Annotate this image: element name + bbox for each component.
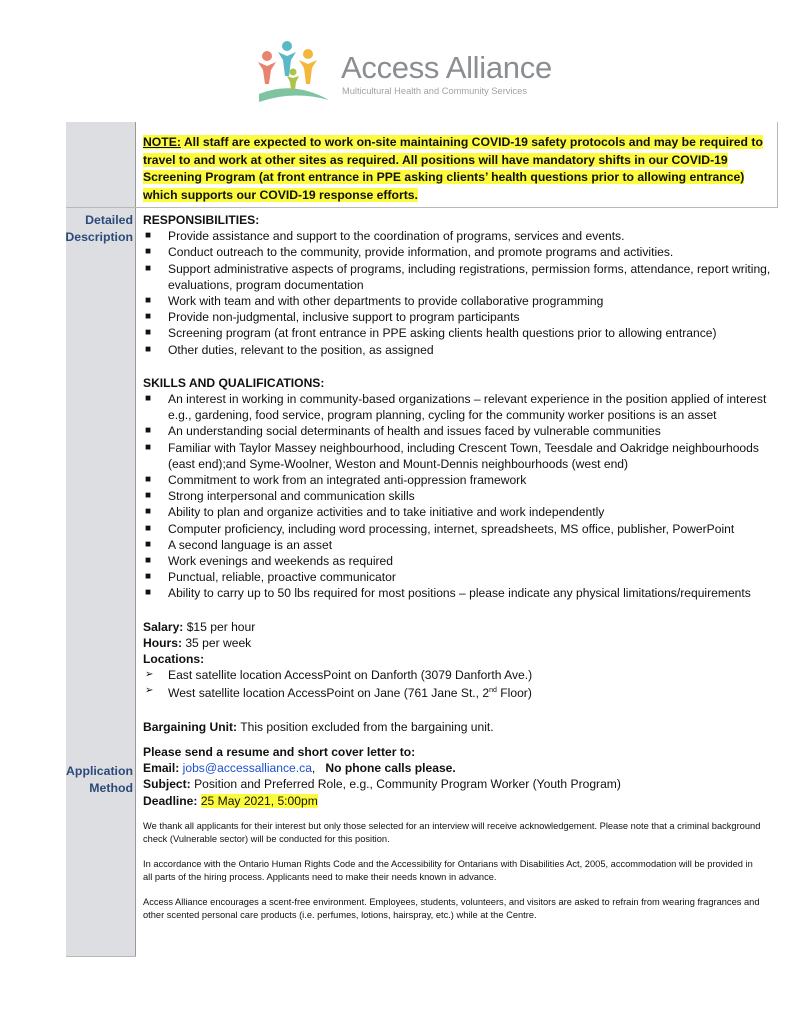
note-text: All staff are expected to work on-site maintaining COVID-19 safety protocols and may be required to travel to and work at other sites as required. All positions will have mandatory shifts in our COVID-19 Screening Program (at front entrance in PPE asking clients’ health questions prior to allowing entrance) which supports our COVID-19 response efforts. <box>143 135 763 202</box>
list-item: ■ Provide non-judgmental, inclusive support to program participants <box>145 310 520 325</box>
list-item: ■ Ability to plan and organize activities and to take initiative and work independently <box>145 505 605 520</box>
notice-human-rights: In accordance with the Ontario Human Rights Code and the Accessibility for Ontarians with Disabilities Act, 2005, accommodation will be provided in all parts of the hiring process. Applicants need to make their needs known in advance. <box>143 858 753 882</box>
locations-heading: Locations: <box>143 652 205 667</box>
list-item: ■ Support administrative aspects of programs, including registrations, permission forms, attendance, report writing, evaluations, program documentation <box>145 261 771 292</box>
application-method-label: Application Method <box>66 764 133 795</box>
list-item: ■ Other duties, relevant to the position, as assigned <box>145 342 434 357</box>
label-column <box>66 122 135 956</box>
detailed-description-label: Detailed Description <box>65 213 133 244</box>
list-item: ■ Strong interpersonal and communication skills <box>145 489 415 504</box>
list-item: ■ Familiar with Taylor Massey neighbourhood, including Crescent Town, Teesdale and Oakridge neighbourhoods (east end);and Syme-Woolner, Weston and Mount-Dennis neighbourhoods (west end) <box>145 440 759 471</box>
application-intro: Please send a resume and short cover letter to: <box>143 744 416 759</box>
arrow-bullet-icon: ➢ <box>145 685 154 697</box>
detailed-description <box>143 212 783 922</box>
skills-list <box>143 391 783 602</box>
list-item: ■ Computer proficiency, including word processing, internet, spreadsheets, MS office, publisher, PowerPoint <box>145 521 735 536</box>
note-lead: NOTE: <box>143 135 181 149</box>
deadline-value: 25 May 2021, 5:00pm <box>200 793 318 808</box>
organization-logo <box>253 36 553 112</box>
logo-figures-icon <box>253 36 343 112</box>
list-item: ■ Punctual, reliable, proactive communicator <box>145 570 396 585</box>
no-calls-text: No phone calls please. <box>325 761 456 776</box>
notice-scent-free: Access Alliance encourages a scent-free environment. Employees, students, volunteers, and visitors are asked to refrain from wearing fragrances and other scented personal care products (i.e. perfumes, lotions, hairspray, etc.) while at the Centre. <box>143 896 760 920</box>
label-column-bottom-border <box>66 956 136 957</box>
responsibilities-heading: RESPONSIBILITIES: <box>143 213 260 227</box>
list-item: ■ Ability to carry up to 50 lbs required for most positions – please indicate any physical limitations/requirements <box>145 586 751 601</box>
deadline-line: Deadline: 25 May 2021, 5:00pm <box>143 793 318 808</box>
subject-line: Subject: Position and Preferred Role, e.g., Community Program Worker (Youth Program) <box>143 777 621 792</box>
list-item: ■ Provide assistance and support to the coordination of programs, services and events. <box>145 229 625 244</box>
covid-note <box>143 134 776 204</box>
skills-heading: SKILLS AND QUALIFICATIONS: <box>143 375 325 390</box>
logo-brand-name: Access Alliance <box>341 50 552 85</box>
notice-thanks: We thank all applicants for their interest but only those selected for an interview will receive acknowledgement. Please note that a criminal background check (Vulnerable sector) will be conducted for this position. <box>143 820 761 844</box>
locations-list <box>143 667 783 701</box>
column-divider <box>135 122 136 956</box>
application-method <box>143 744 783 922</box>
bargaining-line: Bargaining Unit: This position excluded from the bargaining unit. <box>143 719 494 734</box>
list-item: ■ An understanding social determinants of health and issues faced by vulnerable communities <box>145 424 661 439</box>
responsibilities-list <box>143 228 783 358</box>
list-item: ■ A second language is an asset <box>145 537 333 552</box>
note-right-border <box>777 122 778 207</box>
logo-tagline: Multicultural Health and Community Services <box>342 86 527 96</box>
email-link[interactable]: jobs@accessalliance.ca <box>182 761 312 776</box>
hours-line: Hours: 35 per week <box>143 635 252 650</box>
salary-line: Salary: $15 per hour <box>143 619 256 634</box>
list-item: ■ Conduct outreach to the community, provide information, and promote programs and activities. <box>145 245 674 260</box>
list-item: ■ Screening program (at front entrance in PPE asking clients health questions prior to allowing entrance) <box>145 326 717 341</box>
list-item: ■ Work evenings and weekends as required <box>145 554 393 569</box>
row-divider <box>66 207 778 208</box>
list-item: ■ An interest in working in community-based organizations – relevant experience in the position applied of interest e.g., gardening, food service, program planning, cycling for the community worker positions is an asset <box>145 392 767 423</box>
list-item: ➢ West satellite location AccessPoint on Jane (761 Jane St., 2nd Floor) <box>145 685 532 701</box>
list-item: ■ Commitment to work from an integrated anti-oppression framework <box>145 473 527 488</box>
email-line: Email: jobs@accessalliance.ca, No phone calls please. <box>143 761 456 776</box>
list-item: ➢ East satellite location AccessPoint on Danforth (3079 Danforth Ave.) <box>145 668 533 683</box>
arrow-bullet-icon: ➢ <box>145 669 154 681</box>
list-item: ■ Work with team and with other departments to provide collaborative programming <box>145 294 604 309</box>
